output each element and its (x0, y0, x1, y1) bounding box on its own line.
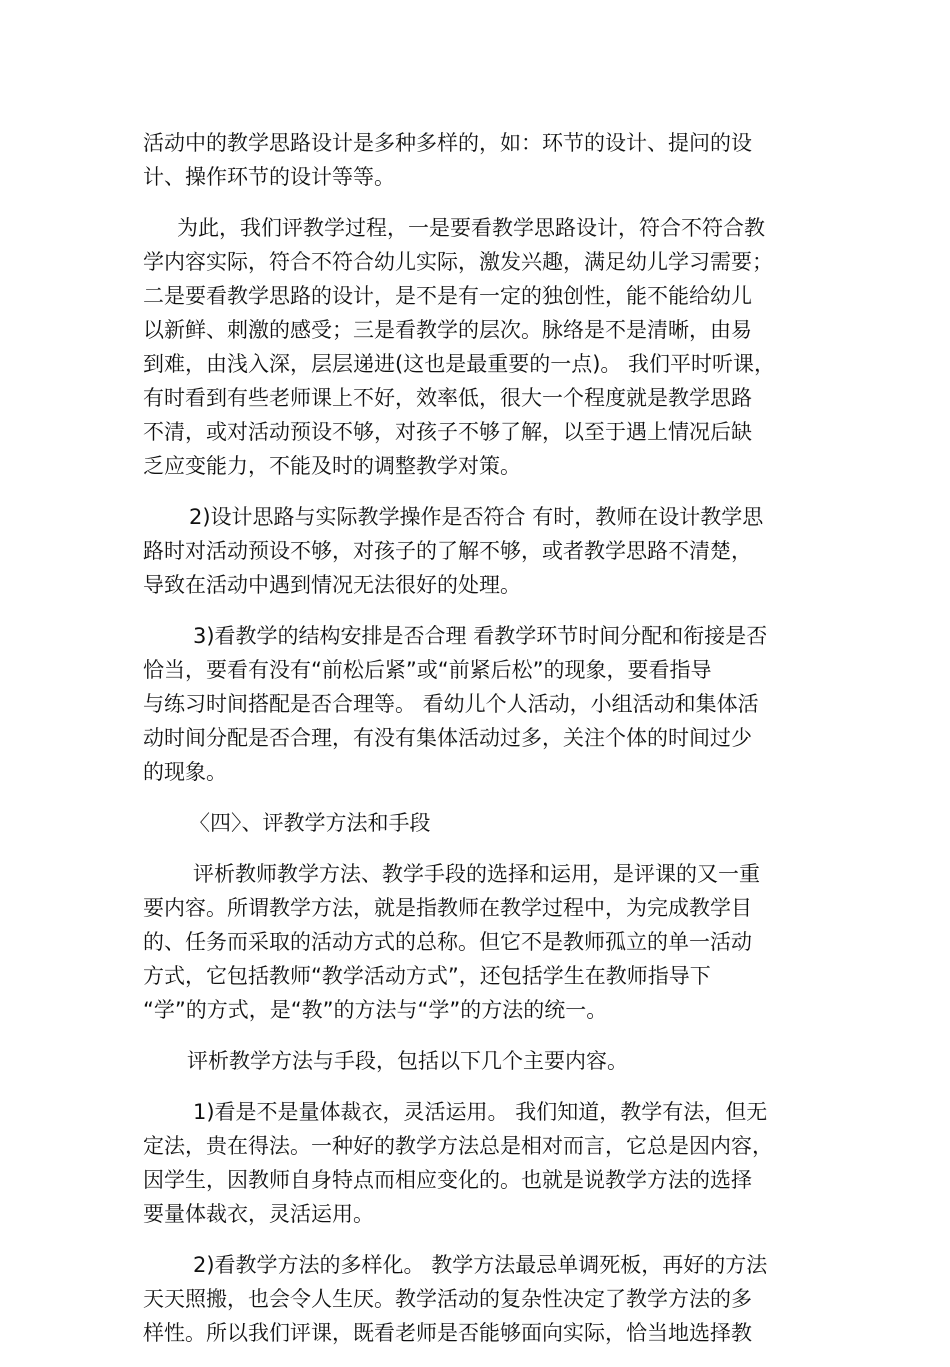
paragraph (143, 619, 815, 789)
text-line: 2)看教学方法的多样化。 教学方法最忌单调死板，再好的方法 (193, 1253, 768, 1277)
text-line: 活动中的教学思路设计是多种多样的，如：环节的设计、提问的设 (143, 131, 752, 155)
paragraph (143, 857, 815, 1027)
text-line: 的现象。 (143, 760, 227, 784)
paragraph (143, 126, 815, 194)
paragraph (143, 806, 815, 840)
text-line: 因学生，因教师自身特点而相应变化的。也就是说教学方法的选择 (143, 1168, 752, 1192)
text-line: 方式，它包括教师“教学活动方式”，还包括学生在教师指导下 (143, 964, 711, 988)
text-line: 〈四〉、评教学方法和手段 (189, 811, 431, 835)
text-line: 的、任务而采取的活动方式的总称。但它不是教师孤立的单一活动 (143, 930, 752, 954)
text-line: 2)设计思路与实际教学操作是否符合 有时，教师在设计教学思 (189, 505, 764, 529)
paragraph (143, 1095, 815, 1231)
text-line: 天天照搬，也会令人生厌。教学活动的复杂性决定了教学方法的多 (143, 1287, 752, 1311)
text-line: 乏应变能力，不能及时的调整教学对策。 (143, 454, 521, 478)
text-line: 二是要看教学思路的设计，是不是有一定的独创性，能不能给幼儿 (143, 284, 752, 308)
text-line: 恰当，要看有没有“前松后紧”或“前紧后松”的现象，要看指导 (143, 658, 712, 682)
text-line: 评析教师教学方法、教学手段的选择和运用，是评课的又一重 (193, 862, 760, 886)
paragraph (143, 1044, 815, 1078)
text-line: 为此，我们评教学过程，一是要看教学思路设计，符合不符合教 (177, 216, 765, 240)
text-line: “学”的方式，是“教”的方法与“学”的方法的统一。 (143, 998, 608, 1022)
text-line: 有时看到有些老师课上不好，效率低，很大一个程度就是教学思路 (143, 386, 752, 410)
text-line: 3)看教学的结构安排是否合理 看教学环节时间分配和衔接是否 (193, 624, 768, 648)
text-line: 评析教学方法与手段，包括以下几个主要内容。 (187, 1049, 628, 1073)
text-line: 导致在活动中遇到情况无法很好的处理。 (143, 573, 521, 597)
document-body (143, 126, 815, 1367)
paragraph (143, 211, 815, 483)
text-line: 到难，由浅入深，层层递进(这也是最重要的一点)。 我们平时听课， (143, 352, 776, 376)
text-line: 1)看是不是量体裁衣，灵活运用。 我们知道，教学有法，但无 (193, 1100, 768, 1124)
text-line: 要内容。所谓教学方法，就是指教师在教学过程中，为完成教学目 (143, 896, 752, 920)
text-line: 计、操作环节的设计等等。 (143, 165, 395, 189)
text-line: 要量体裁衣，灵活运用。 (143, 1202, 374, 1226)
paragraph (143, 1248, 815, 1350)
text-line: 动时间分配是否合理，有没有集体活动过多，关注个体的时间过少 (143, 726, 752, 750)
text-line: 与练习时间搭配是否合理等。 看幼儿个人活动，小组活动和集体活 (143, 692, 759, 716)
paragraph (143, 500, 815, 602)
text-line: 路时对活动预设不够，对孩子的了解不够，或者教学思路不清楚， (143, 539, 752, 563)
text-line: 学内容实际，符合不符合幼儿实际，激发兴趣，满足幼儿学习需要； (143, 250, 773, 274)
text-line: 不清，或对活动预设不够，对孩子不够了解，以至于遇上情况后缺 (143, 420, 752, 444)
text-line: 以新鲜、刺激的感受；三是看教学的层次。脉络是不是清晰，由易 (143, 318, 752, 342)
text-line: 定法，贵在得法。一种好的教学方法总是相对而言，它总是因内容， (143, 1134, 773, 1158)
text-line: 样性。所以我们评课，既看老师是否能够面向实际，恰当地选择教 (143, 1321, 752, 1345)
